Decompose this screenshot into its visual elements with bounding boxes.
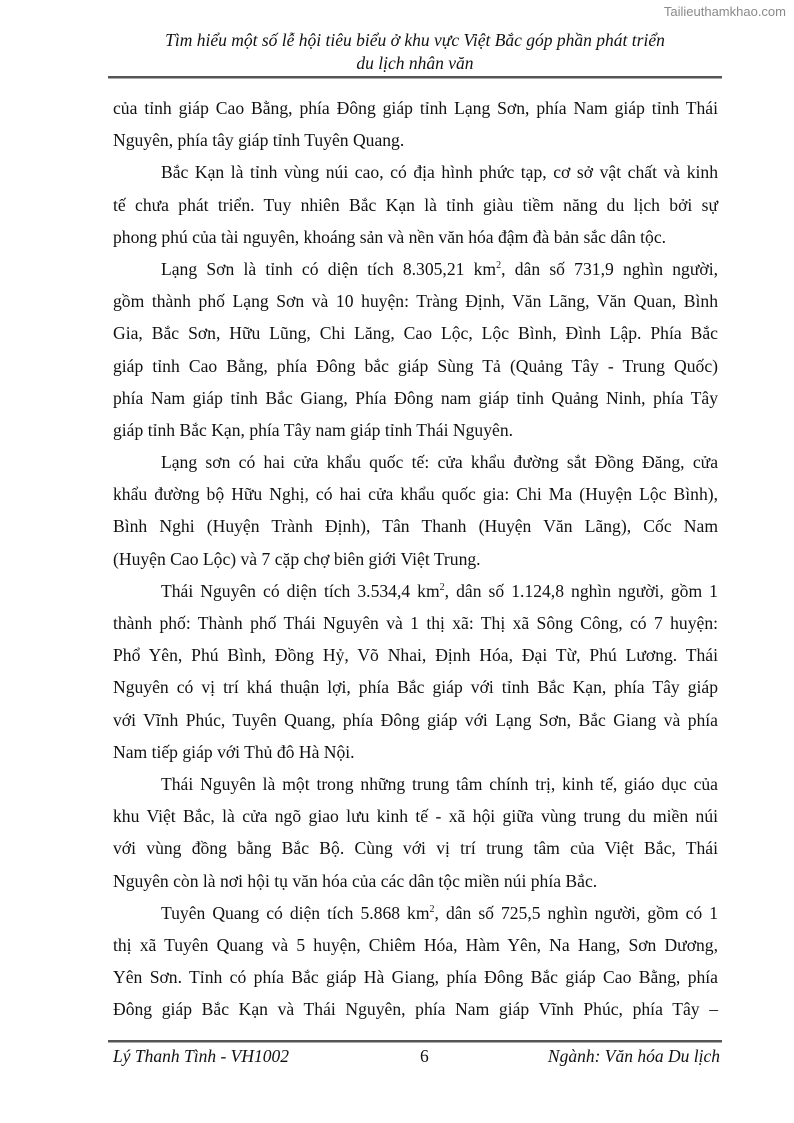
paragraph <box>113 900 718 1029</box>
text-segment: , dân số 731,9 nghìn người, <box>501 258 718 279</box>
text-line: khu Việt Bắc, là cửa ngõ giao lưu kinh tế - xã hội giữa vùng trung du miền núi <box>113 806 718 827</box>
text-segment: Tuyên Quang có diện tích 5.868 km <box>161 902 430 923</box>
document-body <box>113 95 718 1028</box>
text-line: Bình Nghi (Huyện Trành Định), Tân Thanh (Huyện Văn Lãng), Cốc Nam <box>113 516 718 537</box>
text-line: Phổ Yên, Phú Bình, Đồng Hỷ, Võ Nhai, Định Hóa, Đại Từ, Phú Lương. Thái <box>113 645 718 666</box>
text-line: gồm thành phố Lạng Sơn và 10 huyện: Tràng Định, Văn Lãng, Văn Quan, Bình <box>113 291 718 312</box>
footer-rule <box>108 1040 722 1043</box>
superscript: 2 <box>439 581 445 593</box>
text-line: Bắc Kạn là tỉnh vùng núi cao, có địa hình phức tạp, cơ sở vật chất và kinh <box>161 162 718 183</box>
page-number: 6 <box>420 1046 429 1066</box>
header-title-line2: du lịch nhân văn <box>356 53 474 73</box>
text-line: khẩu đường bộ Hữu Nghị, có hai cửa khẩu quốc gia: Chi Ma (Huyện Lộc Bình), <box>113 484 718 505</box>
text-line: (Huyện Cao Lộc) và 7 cặp chợ biên giới Việt Trung. <box>113 548 481 569</box>
text-line: thị xã Tuyên Quang và 5 huyện, Chiêm Hóa, Hàm Yên, Na Hang, Sơn Dương, <box>113 934 718 955</box>
text-line: Nguyên có vị trí khá thuận lợi, phía Bắc giáp với tỉnh Bắc Kạn, phía Tây giáp <box>113 677 718 698</box>
text-line: Yên Sơn. Tỉnh có phía Bắc giáp Hà Giang, phía Đông Bắc giáp Cao Bằng, phía <box>113 967 718 988</box>
text-line: Đông giáp Bắc Kạn và Thái Nguyên, phía Nam giáp Vĩnh Phúc, phía Tây – <box>113 999 718 1020</box>
text-line: phong phú của tài nguyên, khoáng sản và nền văn hóa đậm đà bản sắc dân tộc. <box>113 226 667 247</box>
footer-major: Ngành: Văn hóa Du lịch <box>547 1046 720 1066</box>
paragraph <box>113 256 718 449</box>
text-segment: , dân số 1.124,8 nghìn người, gồm 1 <box>444 580 718 601</box>
text-line <box>113 578 718 610</box>
text-line: Nam tiếp giáp với Thủ đô Hà Nội. <box>113 741 355 762</box>
paragraph <box>113 159 718 256</box>
text-segment: Thái Nguyên có diện tích 3.534,4 km <box>161 580 440 601</box>
text-line: thành phố: Thành phố Thái Nguyên và 1 thị xã: Thị xã Sông Công, có 7 huyện: <box>113 613 718 633</box>
superscript: 2 <box>496 260 502 272</box>
text-line: giáp tỉnh Bắc Kạn, phía Tây nam giáp tỉnh Thái Nguyên. <box>113 419 514 440</box>
text-line: của tỉnh giáp Cao Bằng, phía Đông giáp tỉnh Lạng Sơn, phía Nam giáp tỉnh Thái <box>113 98 718 118</box>
paragraph <box>113 771 718 900</box>
superscript: 2 <box>429 903 435 915</box>
paragraph <box>113 95 718 159</box>
text-segment: Lạng Sơn là tỉnh có diện tích 8.305,21 km <box>161 258 497 279</box>
text-line: phía Nam giáp tỉnh Bắc Giang, Phía Đông nam giáp tỉnh Quảng Ninh, phía Tây <box>113 387 718 408</box>
text-line: tế chưa phát triển. Tuy nhiên Bắc Kạn là tỉnh giàu tiềm năng du lịch bởi sự <box>113 194 718 215</box>
header-title-line1: Tìm hiểu một số lễ hội tiêu biểu ở khu vực Việt Bắc góp phần phát triển <box>165 30 665 50</box>
text-line: giáp tỉnh Cao Bằng, phía Đông bắc giáp Sùng Tả (Quảng Tây - Trung Quốc) <box>113 355 718 376</box>
text-segment: , dân số 725,5 nghìn người, gồm có 1 <box>434 902 718 923</box>
footer-author: Lý Thanh Tình - VH1002 <box>113 1046 289 1066</box>
text-line: Gia, Bắc Sơn, Hữu Lũng, Chi Lăng, Cao Lộc, Lộc Bình, Đình Lập. Phía Bắc <box>113 323 718 344</box>
text-line: Nguyên còn là nơi hội tụ văn hóa của các dân tộc miền núi phía Bắc. <box>113 870 598 891</box>
watermark: Tailieuthamkhao.com <box>663 4 786 19</box>
text-line: Lạng sơn có hai cửa khẩu quốc tế: cửa khẩu đường sắt Đồng Đăng, cửa <box>161 452 718 473</box>
text-line: với vùng đồng bằng Bắc Bộ. Cùng với vị trí trung tâm của Việt Bắc, Thái <box>113 838 718 859</box>
paragraph <box>113 449 718 578</box>
header-rule <box>108 76 722 79</box>
text-line: với Vĩnh Phúc, Tuyên Quang, phía Đông giáp với Lạng Sơn, Bắc Giang và phía <box>113 709 718 730</box>
text-line: Thái Nguyên là một trong những trung tâm chính trị, kinh tế, giáo dục của <box>161 773 718 794</box>
paragraph <box>113 578 718 771</box>
text-line: Nguyên, phía tây giáp tỉnh Tuyên Quang. <box>113 130 405 151</box>
text-line <box>113 900 718 932</box>
text-line <box>113 256 718 288</box>
